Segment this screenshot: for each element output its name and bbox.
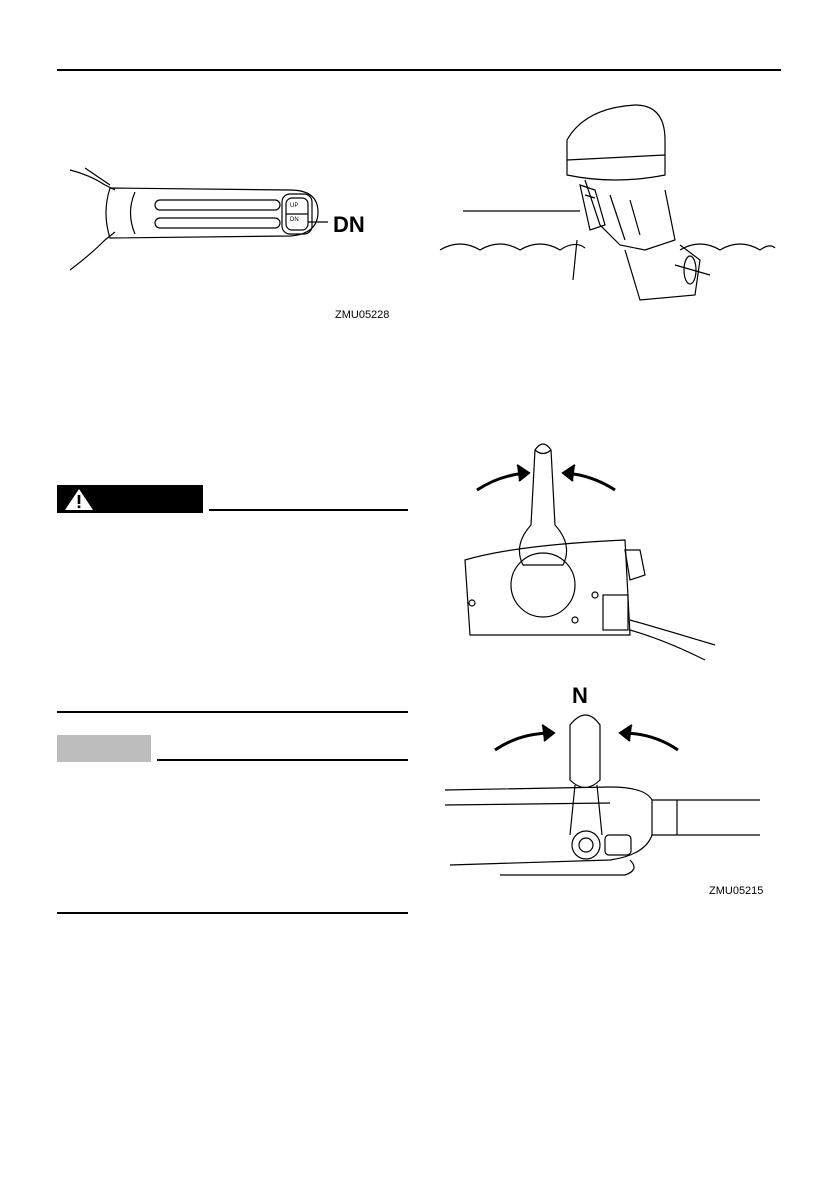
note-label-box bbox=[57, 735, 151, 762]
dn-callout: DN bbox=[333, 212, 365, 237]
switch-up-label: UP bbox=[290, 203, 299, 209]
note-end-rule bbox=[57, 912, 408, 914]
note-heading-rule bbox=[157, 759, 408, 761]
warning-triangle-icon bbox=[59, 485, 99, 513]
figure-code-2: ZMU05215 bbox=[709, 885, 764, 897]
switch-dn-label: DN bbox=[290, 217, 299, 223]
outboard-motor-figure bbox=[435, 100, 785, 310]
neutral-lever-figure bbox=[440, 705, 770, 880]
warning-end-rule bbox=[57, 711, 408, 713]
warning-heading-rule bbox=[209, 509, 408, 511]
remote-control-figure bbox=[455, 435, 735, 665]
neutral-label: N bbox=[572, 683, 588, 708]
header-rule bbox=[57, 69, 781, 71]
figure-code-1: ZMU05228 bbox=[335, 309, 390, 321]
warning-label-box bbox=[57, 485, 203, 513]
